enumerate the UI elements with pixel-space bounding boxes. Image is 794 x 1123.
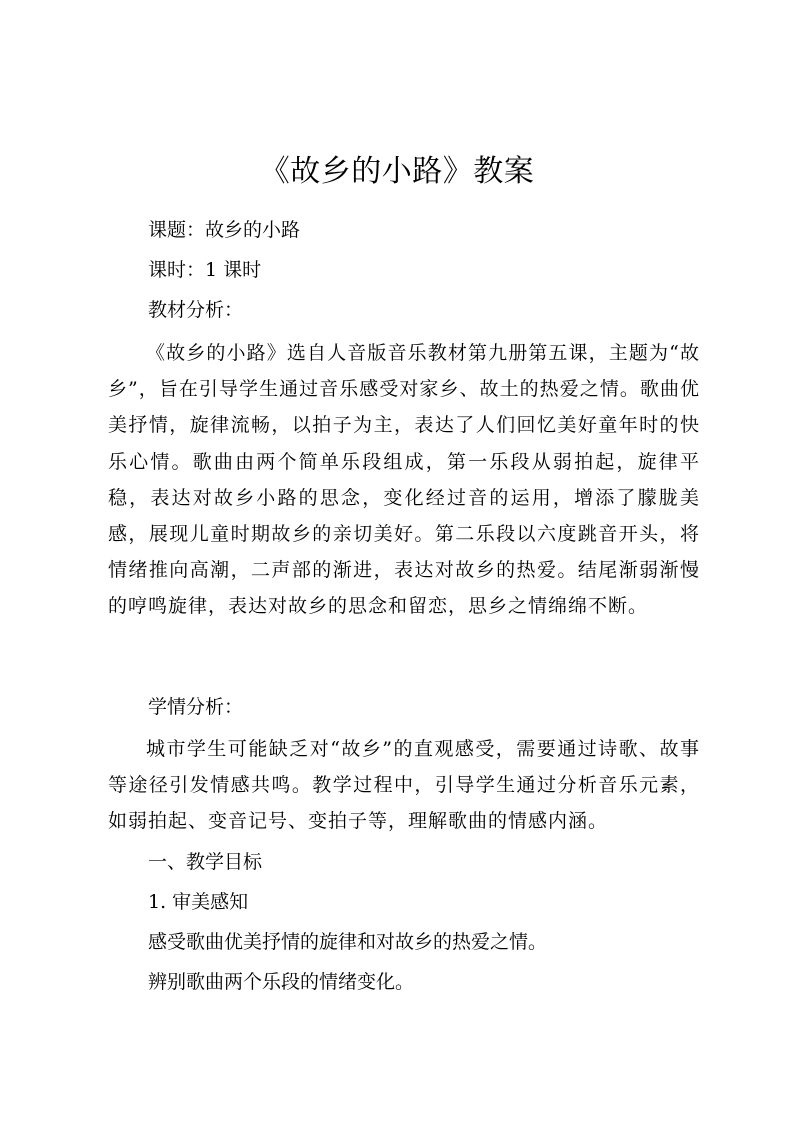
objectives-heading: 一、教学目标 xyxy=(148,851,263,873)
document-title: 《故乡的小路》教案 xyxy=(259,154,535,189)
objective-1-item-2: 辨别歌曲两个乐段的情绪变化。 xyxy=(148,971,415,993)
material-analysis-heading: 教材分析： xyxy=(148,299,244,321)
learner-analysis-heading: 学情分析： xyxy=(148,696,244,718)
learner-analysis-paragraph: 城市学生可能缺乏对“故乡”的直观感受，需要通过诗歌、故事等途径引发情感共鸣。教学过程中，引导学生通过分析音乐元素，如弱拍起、变音记号、变拍子等，理解歌曲的情感内涵。 xyxy=(108,738,700,833)
objective-1-heading: 1. 审美感知 xyxy=(148,891,249,913)
material-analysis-paragraph: 《故乡的小路》选自人音版音乐教材第九册第五课，主题为“故乡”，旨在引导学生通过音乐感受对家乡、故土的热爱之情。歌曲优美抒情，旋律流畅，以拍子为主，表达了人们回忆美好童年时的快乐心情。歌曲由两个简单乐段组成，第一乐段从弱拍起，旋律平稳，表达对故乡小路的思念，变化经过音的运用，增添了朦胧美感，展现儿童时期故乡的亲切美好。第二乐段以六度跳音开头，将情绪推向高潮，二声部的渐进，表达对故乡的热爱。结尾渐弱渐慢的哼鸣旋律，表达对故乡的思念和留恋，思乡之情绵绵不断。 xyxy=(108,342,700,618)
objective-1-item-1: 感受歌曲优美抒情的旋律和对故乡的热爱之情。 xyxy=(148,931,548,953)
topic-line: 课题：故乡的小路 xyxy=(148,219,301,241)
class-hours-line: 课时：1 课时 xyxy=(148,259,262,281)
